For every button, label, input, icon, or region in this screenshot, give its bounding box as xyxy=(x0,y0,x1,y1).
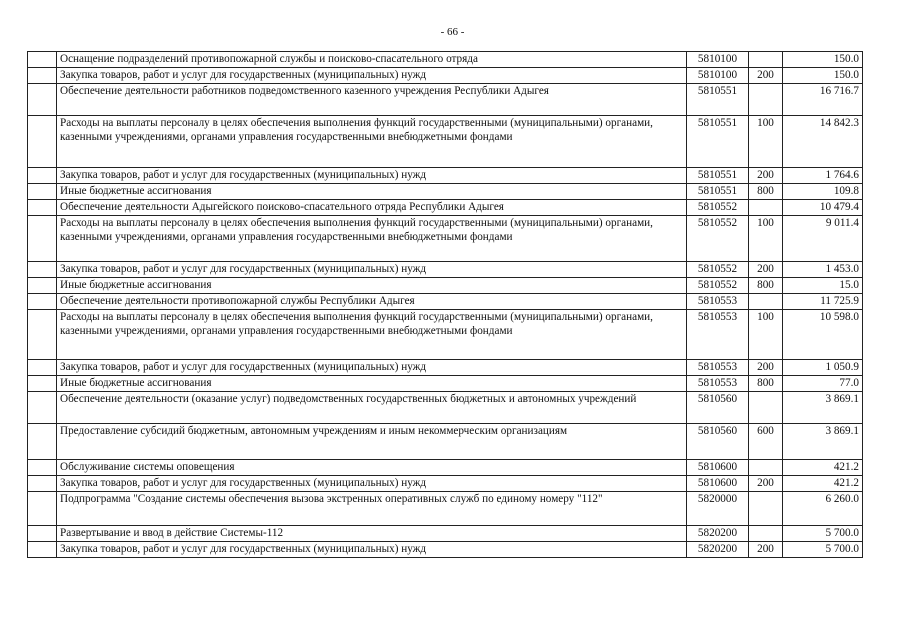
row-code-cell: 5810551 xyxy=(687,84,749,116)
table-row xyxy=(28,460,863,476)
row-name-cell: Иные бюджетные ассигнования xyxy=(57,278,687,294)
row-name-cell: Предоставление субсидий бюджетным, автономным учреждениям и иным некоммерческим организациям xyxy=(57,424,687,460)
row-name-cell: Закупка товаров, работ и услуг для государственных (муниципальных) нужд xyxy=(57,168,687,184)
row-index-cell xyxy=(28,52,57,68)
row-code-cell: 5810551 xyxy=(687,168,749,184)
row-index-cell xyxy=(28,216,57,262)
row-index-cell xyxy=(28,492,57,526)
budget-table-body xyxy=(28,52,863,558)
row-index-cell xyxy=(28,262,57,278)
row-code-cell: 5810553 xyxy=(687,310,749,360)
row-name-cell: Оснащение подразделений противопожарной службы и поисково-спасательного отряда xyxy=(57,52,687,68)
row-index-cell xyxy=(28,294,57,310)
row-index-cell xyxy=(28,68,57,84)
row-index-cell xyxy=(28,360,57,376)
row-amount-cell: 3 869.1 xyxy=(783,392,863,424)
row-name-cell: Развертывание и ввод в действие Системы-112 xyxy=(57,526,687,542)
row-code-cell: 5810560 xyxy=(687,424,749,460)
row-code-cell: 5810100 xyxy=(687,68,749,84)
row-index-cell xyxy=(28,542,57,558)
row-index-cell xyxy=(28,116,57,168)
row-name-cell: Подпрограмма "Создание системы обеспечения вызова экстренных оперативных служб по единому номеру "112" xyxy=(57,492,687,526)
table-row xyxy=(28,84,863,116)
row-amount-cell: 10 598.0 xyxy=(783,310,863,360)
row-index-cell xyxy=(28,392,57,424)
table-row xyxy=(28,168,863,184)
table-row xyxy=(28,184,863,200)
row-vr-cell xyxy=(749,492,783,526)
row-amount-cell: 5 700.0 xyxy=(783,526,863,542)
row-code-cell: 5810100 xyxy=(687,52,749,68)
row-amount-cell: 11 725.9 xyxy=(783,294,863,310)
row-index-cell xyxy=(28,310,57,360)
row-index-cell xyxy=(28,376,57,392)
row-vr-cell: 200 xyxy=(749,360,783,376)
row-amount-cell: 421.2 xyxy=(783,460,863,476)
row-code-cell: 5810553 xyxy=(687,376,749,392)
row-index-cell xyxy=(28,200,57,216)
row-name-cell: Расходы на выплаты персоналу в целях обеспечения выполнения функций государственными (муниципальными) органами, казенными учреждениями, органами управления государственными внебюджетными фондами xyxy=(57,310,687,360)
row-name-cell: Закупка товаров, работ и услуг для государственных (муниципальных) нужд xyxy=(57,476,687,492)
row-name-cell: Закупка товаров, работ и услуг для государственных (муниципальных) нужд xyxy=(57,360,687,376)
row-vr-cell xyxy=(749,84,783,116)
row-code-cell: 5820200 xyxy=(687,526,749,542)
row-vr-cell xyxy=(749,460,783,476)
row-vr-cell: 100 xyxy=(749,116,783,168)
row-vr-cell: 200 xyxy=(749,542,783,558)
row-amount-cell: 150.0 xyxy=(783,68,863,84)
table-row xyxy=(28,294,863,310)
row-amount-cell: 1 050.9 xyxy=(783,360,863,376)
row-name-cell: Обеспечение деятельности (оказание услуг) подведомственных государственных бюджетных и автономных учреждений xyxy=(57,392,687,424)
budget-table xyxy=(27,51,863,558)
row-code-cell: 5820200 xyxy=(687,542,749,558)
row-name-cell: Закупка товаров, работ и услуг для государственных (муниципальных) нужд xyxy=(57,68,687,84)
row-vr-cell: 800 xyxy=(749,278,783,294)
row-vr-cell xyxy=(749,294,783,310)
row-index-cell xyxy=(28,424,57,460)
row-vr-cell: 100 xyxy=(749,216,783,262)
table-row xyxy=(28,376,863,392)
row-index-cell xyxy=(28,460,57,476)
row-vr-cell: 100 xyxy=(749,310,783,360)
row-index-cell xyxy=(28,526,57,542)
table-row xyxy=(28,278,863,294)
row-name-cell: Закупка товаров, работ и услуг для государственных (муниципальных) нужд xyxy=(57,262,687,278)
table-row xyxy=(28,200,863,216)
row-amount-cell: 15.0 xyxy=(783,278,863,294)
table-row xyxy=(28,392,863,424)
table-row xyxy=(28,52,863,68)
table-row xyxy=(28,492,863,526)
table-row xyxy=(28,262,863,278)
row-amount-cell: 3 869.1 xyxy=(783,424,863,460)
row-name-cell: Расходы на выплаты персоналу в целях обеспечения выполнения функций государственными (муниципальными) органами, казенными учреждениями, органами управления государственными внебюджетными фондами xyxy=(57,116,687,168)
row-vr-cell: 200 xyxy=(749,476,783,492)
row-index-cell xyxy=(28,278,57,294)
table-row xyxy=(28,216,863,262)
row-name-cell: Иные бюджетные ассигнования xyxy=(57,184,687,200)
row-vr-cell: 800 xyxy=(749,376,783,392)
row-amount-cell: 1 453.0 xyxy=(783,262,863,278)
row-amount-cell: 109.8 xyxy=(783,184,863,200)
row-vr-cell xyxy=(749,392,783,424)
row-vr-cell xyxy=(749,200,783,216)
row-name-cell: Обеспечение деятельности работников подведомственного казенного учреждения Республики Адыгея xyxy=(57,84,687,116)
row-vr-cell: 800 xyxy=(749,184,783,200)
row-amount-cell: 1 764.6 xyxy=(783,168,863,184)
row-code-cell: 5810600 xyxy=(687,460,749,476)
table-row xyxy=(28,68,863,84)
row-amount-cell: 6 260.0 xyxy=(783,492,863,526)
row-code-cell: 5810552 xyxy=(687,262,749,278)
row-index-cell xyxy=(28,84,57,116)
row-index-cell xyxy=(28,168,57,184)
row-code-cell: 5810551 xyxy=(687,184,749,200)
row-code-cell: 5810552 xyxy=(687,278,749,294)
row-code-cell: 5810553 xyxy=(687,294,749,310)
table-row xyxy=(28,424,863,460)
table-row xyxy=(28,116,863,168)
row-name-cell: Расходы на выплаты персоналу в целях обеспечения выполнения функций государственными (муниципальными) органами, казенными учреждениями, органами управления государственными внебюджетными фондами xyxy=(57,216,687,262)
table-row xyxy=(28,526,863,542)
row-vr-cell: 200 xyxy=(749,168,783,184)
row-vr-cell xyxy=(749,52,783,68)
row-amount-cell: 421.2 xyxy=(783,476,863,492)
row-code-cell: 5820000 xyxy=(687,492,749,526)
row-code-cell: 5810560 xyxy=(687,392,749,424)
row-code-cell: 5810600 xyxy=(687,476,749,492)
row-amount-cell: 16 716.7 xyxy=(783,84,863,116)
row-vr-cell xyxy=(749,526,783,542)
row-code-cell: 5810553 xyxy=(687,360,749,376)
row-vr-cell: 600 xyxy=(749,424,783,460)
row-vr-cell: 200 xyxy=(749,262,783,278)
row-amount-cell: 9 011.4 xyxy=(783,216,863,262)
row-name-cell: Обеспечение деятельности Адыгейского поисково-спасательного отряда Республики Адыгея xyxy=(57,200,687,216)
row-name-cell: Обеспечение деятельности противопожарной службы Республики Адыгея xyxy=(57,294,687,310)
row-index-cell xyxy=(28,476,57,492)
row-name-cell: Обслуживание системы оповещения xyxy=(57,460,687,476)
page-number: - 66 - xyxy=(440,26,465,38)
row-code-cell: 5810552 xyxy=(687,216,749,262)
table-row xyxy=(28,542,863,558)
row-amount-cell: 77.0 xyxy=(783,376,863,392)
row-name-cell: Иные бюджетные ассигнования xyxy=(57,376,687,392)
row-amount-cell: 10 479.4 xyxy=(783,200,863,216)
row-code-cell: 5810552 xyxy=(687,200,749,216)
row-vr-cell: 200 xyxy=(749,68,783,84)
table-row xyxy=(28,310,863,360)
row-name-cell: Закупка товаров, работ и услуг для государственных (муниципальных) нужд xyxy=(57,542,687,558)
table-row xyxy=(28,360,863,376)
row-amount-cell: 150.0 xyxy=(783,52,863,68)
table-row xyxy=(28,476,863,492)
row-code-cell: 5810551 xyxy=(687,116,749,168)
row-amount-cell: 14 842.3 xyxy=(783,116,863,168)
row-index-cell xyxy=(28,184,57,200)
row-amount-cell: 5 700.0 xyxy=(783,542,863,558)
